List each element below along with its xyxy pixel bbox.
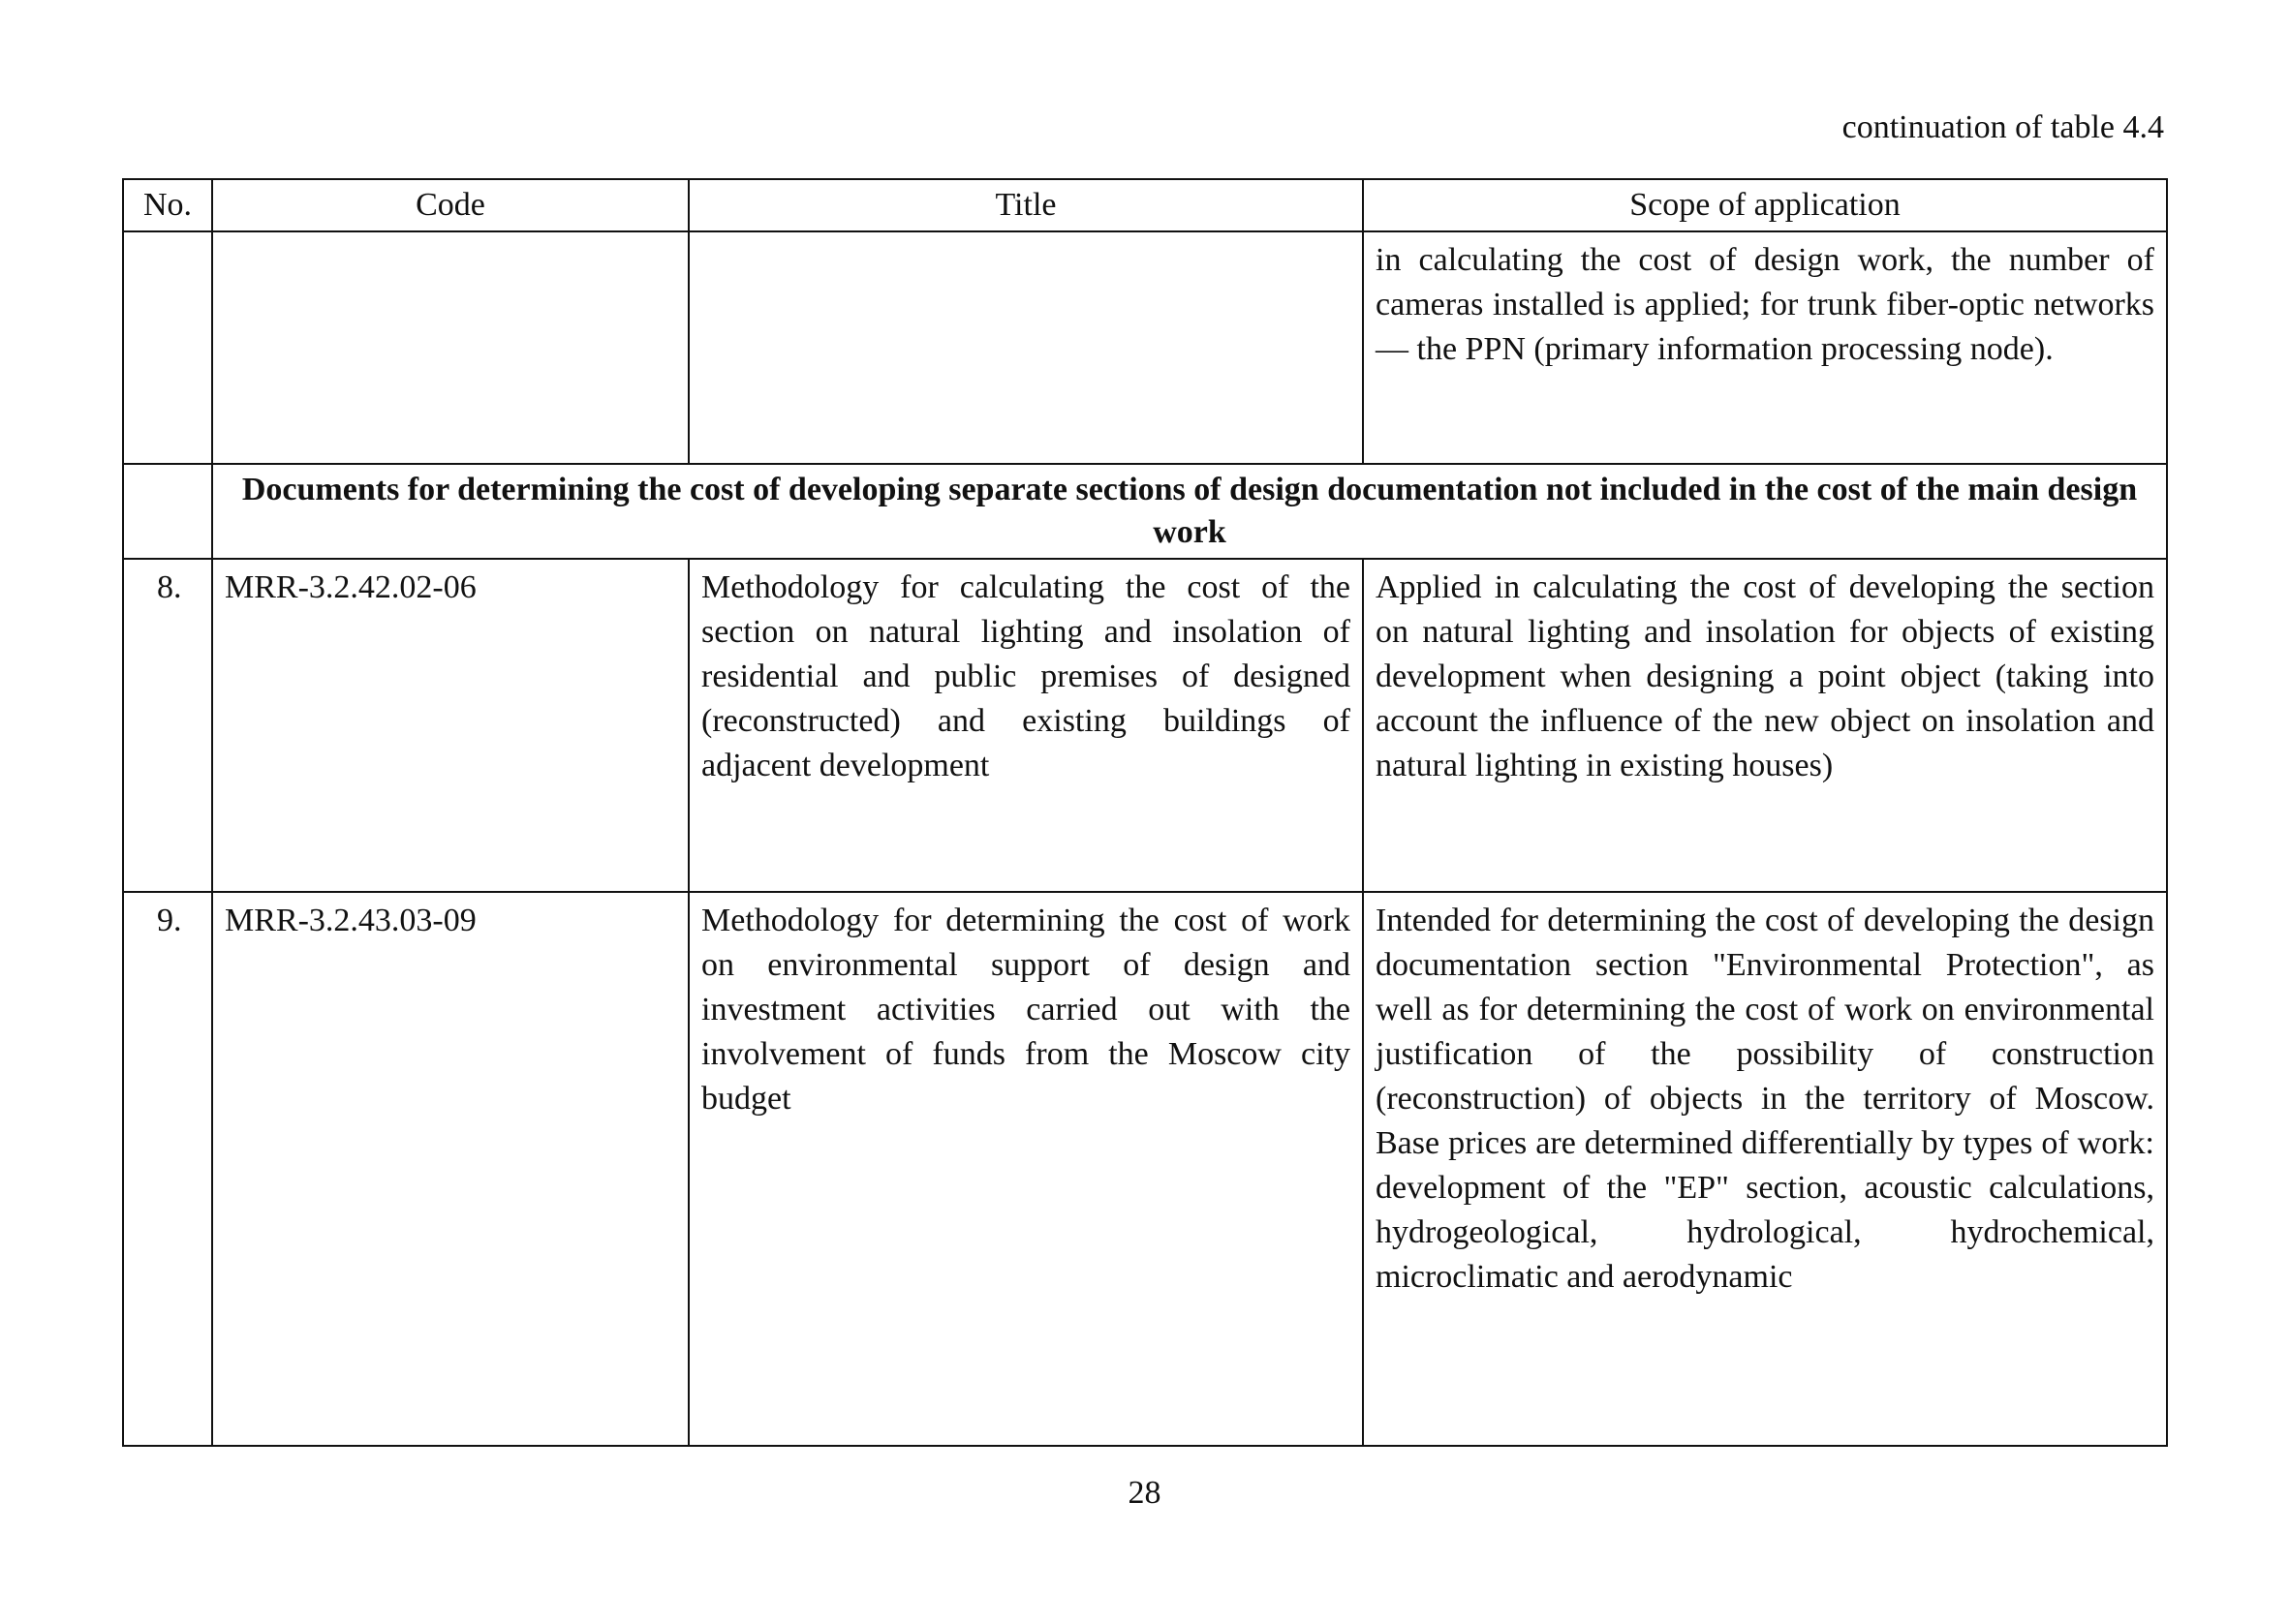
continued-num-cell [123,231,212,464]
row-num: 9. [123,892,212,1446]
header-num: No. [123,179,212,231]
continued-code-cell [212,231,689,464]
continued-area-cell: in calculating the cost of design work, the number of cameras installed is applied; for trunk fiber-optic networks — the PPN (primary information processing node). [1363,231,2167,464]
row-title: Methodology for calculating the cost of the section on natural lighting and insolation of residential and public premises of designed (reconstructed) and existing buildings of adjacent development [689,559,1363,892]
row-code: MRR-3.2.42.02-06 [212,559,689,892]
continued-row [123,231,2167,464]
section-row [123,464,2167,559]
table-row [123,892,2167,1446]
header-name: Title [689,179,1363,231]
table-header-row [123,179,2167,231]
section-title: Documents for determining the cost of developing separate sections of design documentation not included in the cost of the main design work [212,464,2167,559]
continued-name-cell [689,231,1363,464]
row-num: 8. [123,559,212,892]
standards-table [122,178,2168,1447]
row-scope: Intended for determining the cost of developing the design documentation section "Environmental Protection", as well as for determining the cost of work on environmental justification of the possibility of construction (reconstruction) of objects in the territory of Moscow. Base prices are determined differentially by types of work: development of the "EP" section, acoustic calculations, hydrogeological, hydrological, hydrochemical, microclimatic and aerodynamic [1363,892,2167,1446]
table-row [123,559,2167,892]
header-area: Scope of application [1363,179,2167,231]
table-caption: continuation of table 4.4 [1841,109,2164,145]
section-num-cell [123,464,212,559]
page-number: 28 [1128,1475,1161,1511]
row-scope: Applied in calculating the cost of developing the section on natural lighting and insolation for objects of existing development when designing a point object (taking into account the influence of the new object on insolation and natural lighting in existing houses) [1363,559,2167,892]
row-title: Methodology for determining the cost of work on environmental support of design and investment activities carried out with the involvement of funds from the Moscow city budget [689,892,1363,1446]
row-code: MRR-3.2.43.03-09 [212,892,689,1446]
header-code: Code [212,179,689,231]
